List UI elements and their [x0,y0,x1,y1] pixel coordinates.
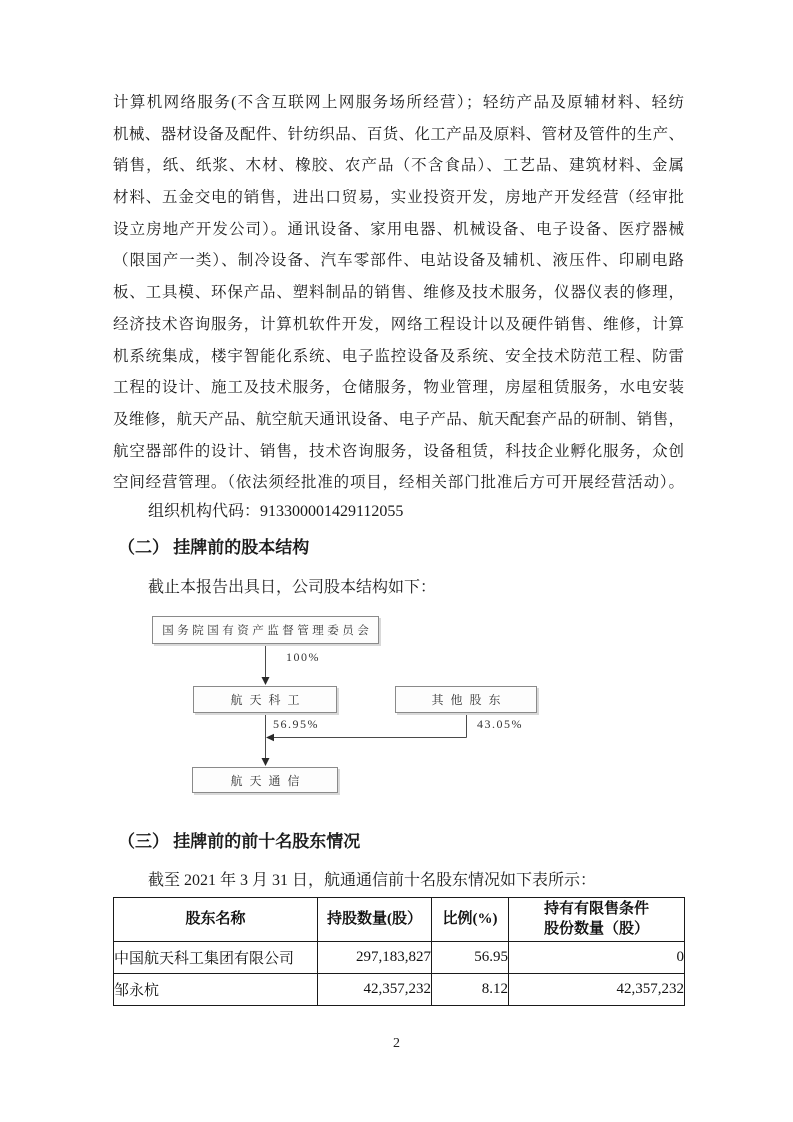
shareholders-table [113,897,685,1006]
body-text-line: 板、工具模、环保产品、塑料制品的销售、维修及技术服务，仪器仪表的修理， [113,284,684,302]
body-text-line: 航空器部件的设计、销售，技术咨询服务，设备租赁，科技企业孵化服务，众创 [113,442,684,460]
cell-shares-held: 42,357,232 [318,974,432,1006]
header-restricted-shares [509,898,685,942]
body-text-line: 计算机网络服务(不含互联网上网服务场所经营）；轻纺产品及原辅材料、轻纺 [113,94,684,111]
cell-restricted-shares: 42,357,232 [509,974,685,1006]
page-number: 2 [393,1036,400,1051]
body-text-line: 销售，纸、纸浆、木材、橡胶、农产品（不含食品）、工艺品、建筑材料、金属 [113,157,684,175]
cell-shareholder-name: 中国航天科工集团有限公司 [114,942,318,974]
body-text-line: 机械、器材设备及配件、针纺织品、百货、化工产品及原料、管材及管件的生产、 [113,125,684,143]
body-text-line: 机系统集成，楼宇智能化系统、电子监控设备及系统、安全技术防范工程、防雷 [113,347,684,365]
body-text-line: 空间经营管理。（依法须经批准的项目，经相关部门批准后方可开展经营活动）。 [113,474,684,492]
cell-shareholder-name: 邹永杭 [114,974,318,1006]
top-shareholders-intro: 截至 2021 年 3 月 31 日，航通通信前十名股东情况如下表所示： [148,872,597,889]
equity-structure-diagram [113,616,684,796]
diagram-node-other-shareholders: 其他股东 [395,686,537,713]
header-restricted-line2: 股份数量（股） [543,920,649,937]
body-text-line: 经济技术咨询服务，计算机软件开发，网络工程设计以及硬件销售、维修，计算 [113,315,684,333]
diagram-label-56pct: 56.95% [273,717,319,731]
equity-structure-intro: 截止本报告出具日，公司股本结构如下： [148,579,437,596]
body-text-line: （限国产一类）、制冷设备、汽车零部件、电站设备及辅机、液压件、印刷电路 [113,252,684,270]
body-text-line: 设立房地产开发公司）。通讯设备、家用电器、机械设备、电子设备、医疗器械 [113,220,684,238]
cell-restricted-shares: 0 [509,942,685,974]
shareholders-table-body [114,942,685,1006]
header-shares-held: 持股数量(股） [318,898,432,942]
diagram-label-100pct: 100% [286,650,320,664]
diagram-node-casic: 航天科工 [193,686,337,713]
section-heading-top-shareholders: （三） 挂牌前的前十名股东情况 [118,832,361,851]
shareholder-row [114,974,685,1006]
shareholder-row [114,942,685,974]
body-text-line: 材料、五金交电的销售，进出口贸易，实业投资开发，房地产开发经营（经审批 [113,189,684,207]
diagram-node-aerospace-comm: 航天通信 [192,767,338,793]
body-text-line: 工程的设计、施工及技术服务，仓储服务，物业管理，房屋租赁服务，水电安装 [113,379,684,397]
diagram-label-43pct: 43.05% [477,717,523,731]
header-ratio: 比例(%) [432,898,509,942]
diagram-node-sasac: 国务院国有资产监督管理委员会 [152,616,379,644]
shareholders-table-header [114,898,685,942]
org-code-line: 组织机构代码：913300001429112055 [148,503,404,520]
header-shareholder-name: 股东名称 [114,898,318,942]
business-scope-paragraph [113,87,684,499]
body-text-line: 及维修，航天产品、航空航天通讯设备、电子产品、航天配套产品的研制、销售， [113,410,684,428]
header-restricted-line1: 持有有限售条件 [543,901,649,917]
section-heading-equity-structure: （二） 挂牌前的股本结构 [118,538,310,557]
cell-ratio: 8.12 [432,974,509,1006]
cell-shares-held: 297,183,827 [318,942,432,974]
cell-ratio: 56.95 [432,942,509,974]
